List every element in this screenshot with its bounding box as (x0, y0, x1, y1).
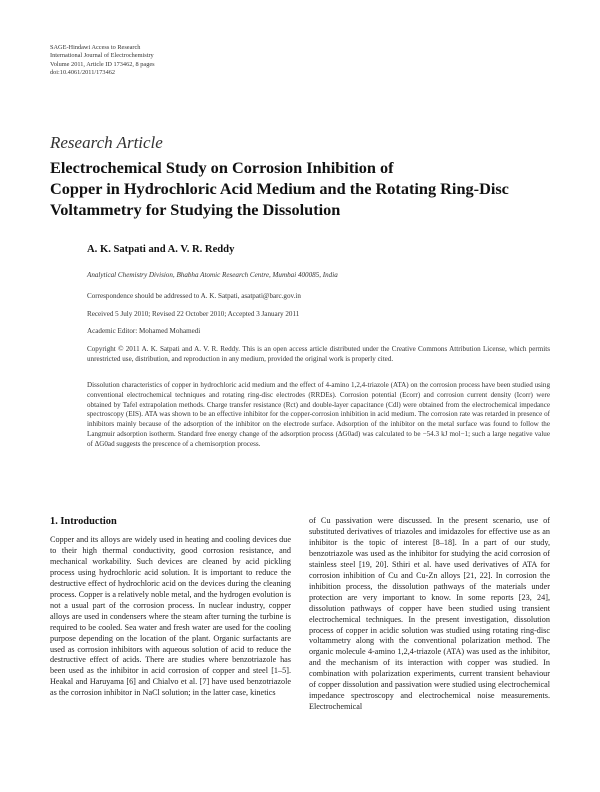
article-dates: Received 5 July 2010; Revised 22 October 2010; Accepted 3 January 2011 (87, 310, 300, 318)
abstract: Dissolution characteristics of copper in hydrochloric acid medium and the effect of 4-amino 1,2,4-triazole (ATA) on the corrosion process have been studied using conventional electrochemical techniques and rotating ring-disc electrodes (RRDEs). Corrosion potential (Ecorr) and corrosion current density (Icorr) were obtained by Tafel extrapolation methods. Charge transfer resistance (Rct) and double-layer capacitance (Cdl) were obtained from the electrochemical impedance spectroscopy (EIS). ATA was shown to be an effective inhibitor for the copper-corrosion inhibition in acid medium. The corrosion rate was retarded in presence of inhibitors mainly because of the adsorption of the inhibitor on the electrode surface. Adsorption of the inhibitor on the metal surface was found to follow the Langmuir adsorption isotherm. Standard free energy change of the adsorption process (ΔG0ad) was calculated to be −54.3 kJ mol−1; such a large negative value of ΔG0ad suggests the prescence of a chemisorption process. (87, 381, 550, 448)
paragraph: of Cu passivation were discussed. In the present scenario, use of substituted derivatives of triazoles and imidazoles for effective use as an inhibitor is the topic of interest [8–18]. In a part of our study, benzotriazole was used as the inhibitor for studying the acid corrosion of stainless steel [19, 20]. Sthiri et al. have used derivatives of ATA for corrosion inhibition of Cu and Cu-Zn alloys [21, 22]. In corrosion the inhibition process, the dissolution pathways of the materials under protection are very important to know. In some reports [23, 24], dissolution pathways of copper have been studied using transient electrochemical techniques. In the present investigation, dissolution process of copper in acidic solution was studied using rotating ring-disc voltammetry along with the conventional polarization method. The organic molecule 4-amino 1,2,4-triazole (ATA) was used as the inhibitor, and the mechanism of its interaction with copper was studied. In combination with polarization experiments, current transient behaviour of copper dissolution and passivation were studied using electrochemical impedance spectroscopy and electrochemical noise measurements. Electrochemical (309, 516, 550, 712)
copyright-notice: Copyright © 2011 A. K. Satpati and A. V. R. Reddy. This is an open access article distributed under the Creative Commons Attribution License, which permits unrestricted use, distribution, and reproduction in any medium, provided the original work is properly cited. (87, 345, 550, 363)
section-title: 1. Introduction (50, 516, 117, 527)
academic-editor: Academic Editor: Mohamed Mohamedi (87, 327, 201, 335)
volume-line: Volume 2011, Article ID 173462, 8 pages (50, 60, 155, 68)
paragraph: Copper and its alloys are widely used in heating and cooling devices due to their high thermal conductivity, good corrosion resistance, and mechanical workability. Such devices are cleaned by acid pickling process using hydrochloric acid solution. It is important to reduce the destructive effect of hydrochloric acid on the devices during the cleaning process. Copper is a relatively noble metal, and the hydrogen evolution is not a usual part of the corrosion process. In nuclear industry, copper alloys are used in condensers where the steam after turning the turbine is required to be cooled. Sea water and fresh water are used for the cooling purpose depending on the location of the plant. Organic surfactants are used as corrosion inhibitors with aqueous solution of acid to reduce the destructive effect of acids. There are studies where benzotriazole has been used as the inhibitor in acid corrosion of copper and steel [1–5]. Heakal and Haruyama [6] and Chialvo et al. [7] have used benzotriazole as the corrosion inhibitor in NaCl solution; in the latter case, kinetics (50, 535, 291, 698)
title-line: Copper in Hydrochloric Acid Medium and the Rotating Ring-Disc (50, 179, 509, 198)
authors: A. K. Satpati and A. V. R. Reddy (87, 244, 235, 255)
affiliation: Analytical Chemistry Division, Bhabha Atomic Research Centre, Mumbai 400085, India (87, 271, 338, 279)
article-title (50, 157, 550, 220)
article-type: Research Article (50, 133, 163, 152)
body-column-left (50, 535, 291, 699)
title-line: Voltammetry for Studying the Dissolution (50, 200, 341, 219)
correspondence: Correspondence should be addressed to A. K. Satpati, asatpati@barc.gov.in (87, 292, 301, 300)
publisher-line: SAGE-Hindawi Access to Research (50, 44, 141, 51)
journal-header (50, 44, 155, 78)
doi-link[interactable]: doi:10.4061/2011/173462 (50, 69, 116, 77)
journal-name: International Journal of Electrochemistry (50, 52, 154, 60)
title-line: Electrochemical Study on Corrosion Inhibition of (50, 158, 394, 177)
body-column-right (309, 516, 550, 713)
